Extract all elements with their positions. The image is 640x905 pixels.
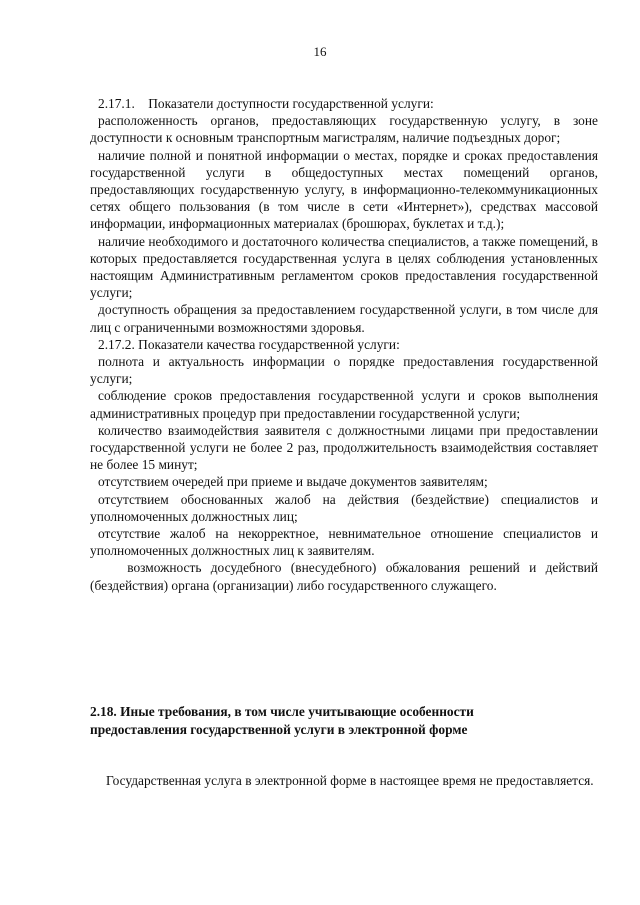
section-2-17 bbox=[90, 95, 598, 594]
paragraph: 2.17.1. Показатели доступности государственной услуги: bbox=[98, 96, 434, 111]
paragraph: возможность досудебного (внесудебного) обжалования решений и действий (бездействия) органа (организации) либо государственного служащего. bbox=[90, 560, 598, 593]
section-title-line: предоставления государственной услуги в электронной форме bbox=[90, 722, 468, 737]
paragraph: отсутствием обоснованных жалоб на действия (бездействие) специалистов и уполномоченных должностных лиц; bbox=[90, 491, 598, 524]
paragraph: соблюдение сроков предоставления государственной услуги и сроков выполнения административных процедур при предоставлении государственной услуги; bbox=[90, 388, 598, 421]
paragraph: расположенность органов, предоставляющих государственную услугу, в зоне доступности к основным транспортным магистралям, наличие подъездных дорог; bbox=[90, 113, 598, 146]
section-2-18-title bbox=[90, 703, 598, 739]
paragraph: количество взаимодействия заявителя с должностными лицами при предоставлении государственной услуги не более 2 раз, продолжительность взаимодействия составляет не более 15 минут; bbox=[90, 422, 598, 473]
page-number: 16 bbox=[313, 44, 327, 59]
paragraph: наличие необходимого и достаточного количества специалистов, а также помещений, в которых предоставляется государственная услуга в целях соблюдения установленных настоящим Административным регламентом сроков предоставления государственной услуги; bbox=[90, 233, 598, 301]
paragraph: отсутствие жалоб на некорректное, невнимательное отношение специалистов и уполномоченных должностных лиц к заявителям. bbox=[90, 526, 598, 559]
section-title-line: 2.18. Иные требования, в том числе учитывающие особенности bbox=[90, 704, 474, 719]
paragraph: 2.17.2. Показатели качества государственной услуги: bbox=[98, 336, 400, 352]
paragraph: наличие полной и понятной информации о местах, порядке и сроках предоставления государственной услуги в общедоступных местах помещений органов, предоставляющих государственную услугу, в информационно-телекоммуникационных сетях общего пользования (в том числе в сети «Интернет»), средствах массовой информации, информационных материалах (брошюрах, буклетах и т.д.); bbox=[90, 147, 598, 232]
paragraph: доступность обращения за предоставлением государственной услуги, в том числе для лиц с ограниченными возможностями здоровья. bbox=[90, 302, 598, 335]
paragraph: полнота и актуальность информации о порядке предоставления государственной услуги; bbox=[90, 354, 598, 387]
final-paragraph-block bbox=[90, 772, 598, 790]
paragraph: отсутствием очередей при приеме и выдаче документов заявителям; bbox=[98, 474, 488, 490]
final-paragraph: Государственная услуга в электронной форме в настоящее время не предоставляется. bbox=[106, 773, 594, 788]
